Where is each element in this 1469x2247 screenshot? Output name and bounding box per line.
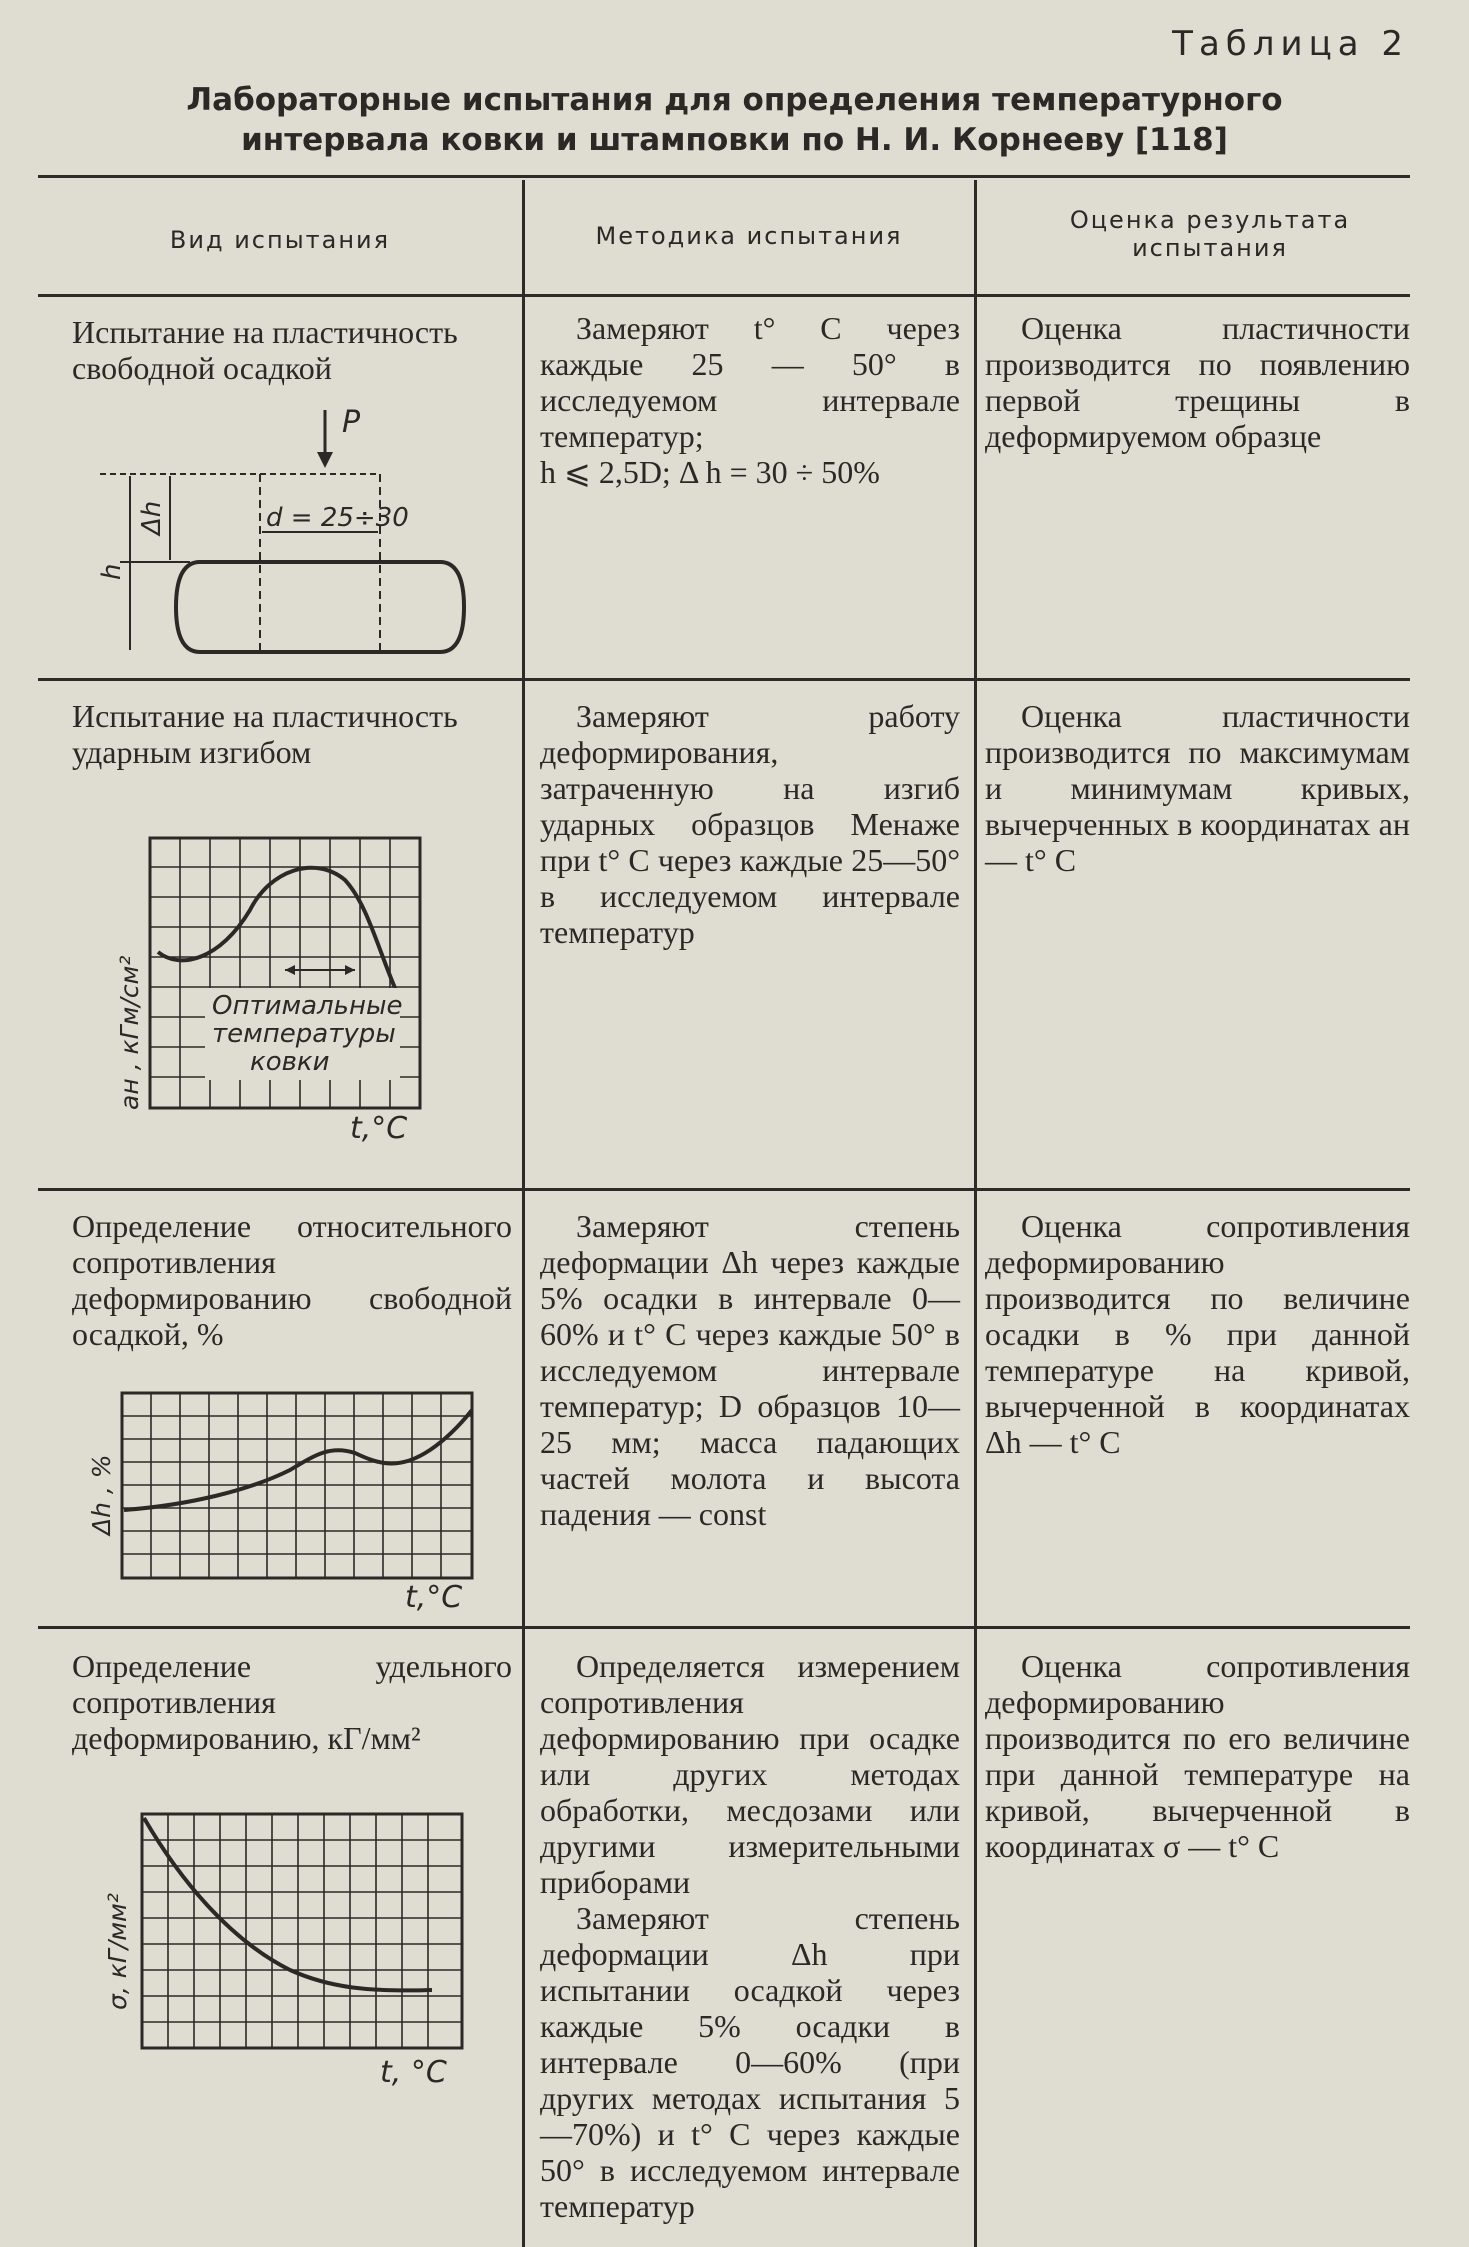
table-number: Таблица 2 xyxy=(1172,24,1409,64)
force-label: P xyxy=(342,405,361,440)
row2-test-type: Испытание на пластичность ударным изгибом xyxy=(72,698,458,770)
deformation-curve xyxy=(124,1410,472,1510)
row1-method-p2: h ⩽ 2,5D; Δ h = 30 ÷ 50% xyxy=(540,454,880,490)
row1-method-p1: Замеряют t° С через каждые 25 — 50° в исследуемом интервале температур; xyxy=(540,310,960,454)
row4-result xyxy=(985,1648,1410,1864)
header-result: Оценка результата испытания xyxy=(1069,206,1351,262)
optimal-arrow-right xyxy=(345,965,355,975)
header-method: Методика испытания xyxy=(595,222,903,250)
specific-resistance-chart xyxy=(90,1800,490,2100)
relative-resistance-chart xyxy=(87,1385,490,1620)
chart-grid xyxy=(142,1814,462,2048)
row3-method xyxy=(540,1208,960,1532)
chart-grid xyxy=(122,1393,472,1578)
row2-result-text: Оценка пластичности производится по максимумам и минимумам кривых, вычерченных в координатах aн — t° С xyxy=(985,698,1410,878)
rule-header xyxy=(38,294,1410,297)
impact-ylabel: aн , кГм/см² xyxy=(115,955,144,1110)
impact-bend-chart xyxy=(100,830,430,1150)
row4-test-type-text: Определение удельного сопротивления деформированию, кГ/мм² xyxy=(72,1648,512,1756)
row4-method-p2: Замеряют степень деформации Δh при испытании осадкой через каждые 5% осадки в интервале 0—60% (при других методах испытания 5—70%) и t° С через каждые 50° в исследуемом интервале температур xyxy=(540,1900,960,2224)
dh-ylabel: Δh , % xyxy=(87,1454,116,1535)
stress-curve xyxy=(144,1818,432,1990)
annotation-line-1: Оптимальные xyxy=(212,991,403,1021)
row3-test-type xyxy=(72,1208,512,1352)
annotation-line-3: ковки xyxy=(250,1047,330,1077)
row3-method-p1: Замеряют степень деформации Δh через каждые 5% осадки в интервале 0—60% и t° С через каждые 50° в исследуемом интервале температур; D образцов 10—25 мм; масса падающих частей молота и высота падения — const xyxy=(540,1208,960,1532)
row1-test-type: Испытание на пластичность свободной осадкой xyxy=(72,314,458,386)
col-divider-2 xyxy=(974,180,977,2247)
specimen-outline xyxy=(176,562,464,652)
diameter-label: d = 25÷30 xyxy=(266,503,409,533)
row4-method-p1: Определяется измерением сопротивления деформированию при осадке или других методах обработки, месдозами или другими измерительными приборами xyxy=(540,1648,960,1900)
row2-method-p1: Замеряют работу деформирования, затраченную на изгиб ударных образцов Менаже при t° С через каждые 25—50° в исследуемом интервале температур xyxy=(540,698,960,950)
row3-result xyxy=(985,1208,1410,1460)
rule-row3 xyxy=(38,1626,1410,1629)
impact-xlabel: t,°C xyxy=(350,1111,408,1146)
row2-method xyxy=(540,698,960,950)
force-arrowhead xyxy=(317,452,333,468)
dh-label: Δh xyxy=(137,500,167,535)
h-label: h xyxy=(97,563,127,580)
header-test-type: Вид испытания xyxy=(169,226,391,254)
row4-method xyxy=(540,1648,960,2224)
row1-result-text: Оценка пластичности производится по появлению первой трещины в деформируемом образце xyxy=(985,310,1410,454)
row1-method xyxy=(540,310,960,490)
row2-result xyxy=(985,698,1410,878)
sigma-ylabel: σ, кГ/мм² xyxy=(103,1893,132,2010)
rule-top xyxy=(38,175,1410,178)
row1-result xyxy=(985,310,1410,454)
row3-result-text: Оценка сопротивления деформированию производится по величине осадки в % при данной температуре на кривой, вычерченной в координатах Δh — t° С xyxy=(985,1208,1410,1460)
row4-result-text: Оценка сопротивления деформированию производится по его величине при данной температуре на кривой, вычерченной в координатах σ — t° С xyxy=(985,1648,1410,1864)
rule-row2 xyxy=(38,1188,1410,1191)
row4-test-type xyxy=(72,1648,512,1756)
col-divider-1 xyxy=(522,180,525,2247)
dh-xlabel: t,°C xyxy=(405,1580,463,1615)
rule-row1 xyxy=(38,678,1410,681)
annotation-line-2: температуры xyxy=(212,1019,396,1049)
title-line-1: Лабораторные испытания для определения температурного xyxy=(186,82,1283,118)
sigma-xlabel: t, °C xyxy=(380,2055,447,2090)
impact-curve xyxy=(158,868,398,995)
title-line-2: интервала ковки и штамповки по Н. И. Корнееву [118] xyxy=(241,122,1228,158)
table-title xyxy=(0,80,1469,160)
optimal-arrow-left xyxy=(285,965,295,975)
upsetting-specimen-figure xyxy=(90,400,490,660)
row3-test-type-text: Определение относительного сопротивления деформированию свободной осадкой, % xyxy=(72,1208,512,1352)
